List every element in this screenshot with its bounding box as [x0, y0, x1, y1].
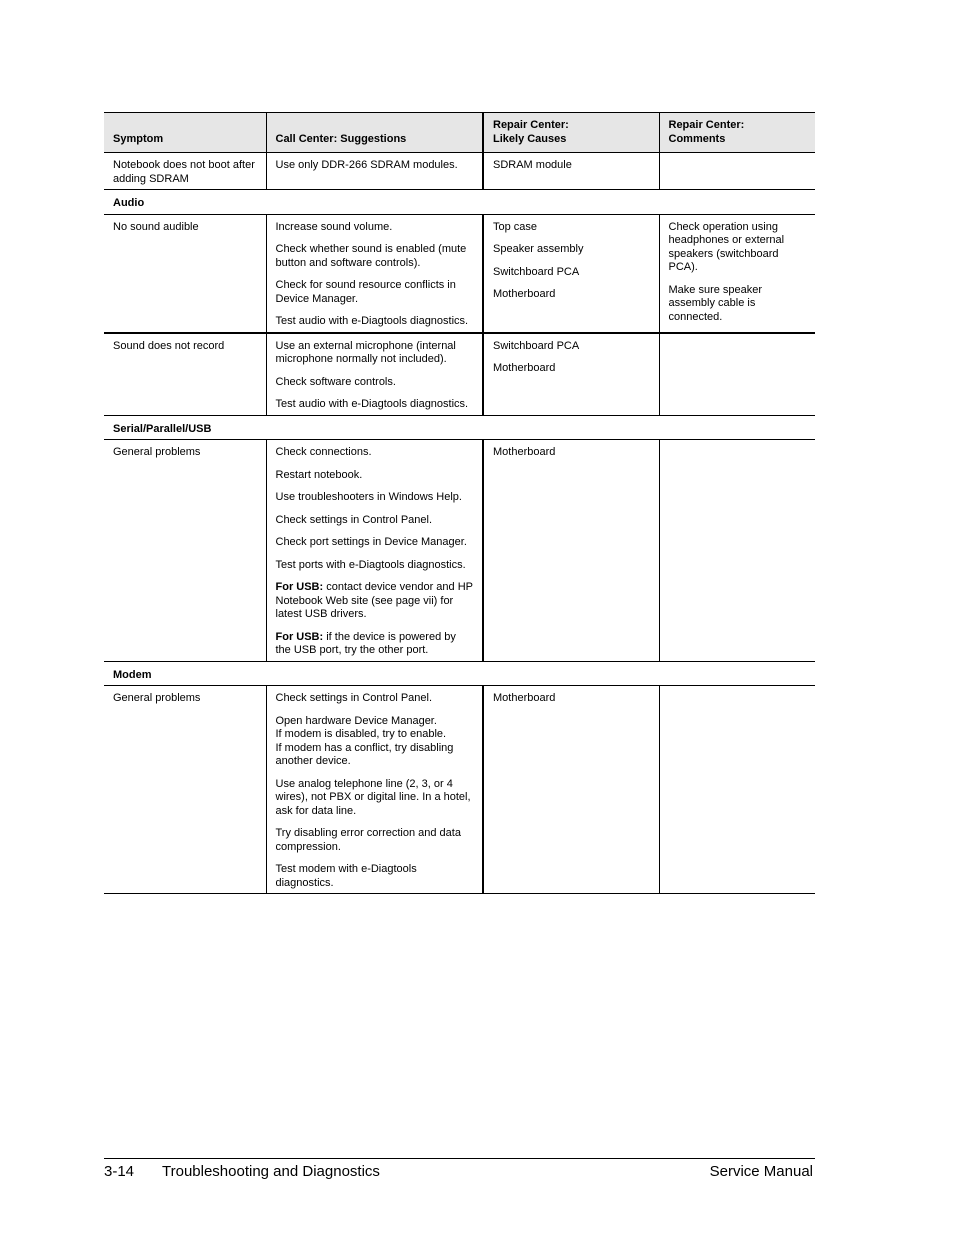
comment-item: Make sure speaker assembly cable is connected. [668, 283, 763, 323]
page-footer [104, 1158, 815, 1180]
suggestion-item: Test audio with e-Diagtools diagnostics. [275, 398, 469, 410]
suggestions-cell [266, 153, 483, 190]
comments-cell [659, 333, 815, 416]
table-row [104, 686, 815, 894]
section-row-modem [104, 661, 815, 686]
symptom-cell: General problems [104, 686, 266, 894]
causes-cell [483, 686, 659, 894]
header-comments: Repair Center: Comments [659, 113, 815, 153]
troubleshooting-table [104, 112, 815, 894]
suggestion-item: Restart notebook. [275, 468, 363, 481]
suggestion-item: Open hardware Device Manager. If modem is disabled, try to enable. If modem has a conflict, try disabling another device. [275, 714, 454, 767]
table-row [104, 333, 815, 416]
suggestion-item: Use only DDR-266 SDRAM modules. [275, 159, 458, 171]
usb-note-label: For USB: [275, 630, 324, 643]
suggestion-item: Check connections. [275, 446, 372, 458]
suggestion-item: Check for sound resource conflicts in Device Manager. [275, 279, 456, 305]
header-symptom: Symptom [104, 113, 266, 153]
usb-note-label: For USB: [275, 581, 324, 593]
suggestion-item: Use troubleshooters in Windows Help. [275, 491, 462, 503]
suggestion-item: Check whether sound is enabled (mute button and software controls). [275, 243, 467, 269]
symptom-cell: No sound audible [104, 214, 266, 333]
usb-note-text: if the device is powered by the USB port, try the other port. [275, 630, 456, 656]
usb-note-text: contact device vendor and HP Notebook Web site (see page vii) for latest USB drivers. [275, 581, 473, 620]
manual-title: Service Manual [709, 1163, 813, 1180]
comments-cell [659, 214, 815, 333]
section-heading: Serial/Parallel/USB [104, 415, 815, 440]
cause-item: Motherboard [493, 446, 556, 458]
suggestions-cell [266, 686, 483, 894]
table-row [104, 153, 815, 190]
comments-cell [659, 686, 815, 894]
usb-note [276, 631, 475, 658]
symptom-cell: Notebook does not boot after adding SDRAM [104, 153, 266, 190]
cause-item: Switchboard PCA [493, 339, 580, 352]
cause-item: Top case [493, 220, 538, 233]
section-heading: Modem [104, 661, 815, 686]
suggestion-item: Check settings in Control Panel. [275, 692, 433, 704]
section-heading: Audio [104, 190, 815, 215]
section-row-audio [104, 190, 815, 215]
chapter-title: Troubleshooting and Diagnostics [162, 1163, 380, 1180]
cause-item: Motherboard [493, 288, 556, 300]
cause-item: SDRAM module [493, 159, 572, 171]
causes-cell [483, 333, 659, 416]
comments-cell [659, 153, 815, 190]
table-header-row [104, 113, 815, 153]
cause-item: Switchboard PCA [493, 265, 580, 278]
causes-cell [483, 440, 659, 662]
suggestions-cell [266, 333, 483, 416]
table-row [104, 440, 815, 662]
suggestion-item: Check software controls. [275, 375, 396, 388]
cause-item: Motherboard [493, 692, 556, 704]
header-likely-causes: Repair Center: Likely Causes [483, 113, 659, 153]
suggestions-cell [266, 440, 483, 662]
cause-item: Speaker assembly [493, 243, 584, 255]
suggestion-item: Increase sound volume. [275, 220, 393, 233]
symptom-cell: Sound does not record [104, 333, 266, 416]
usb-note [276, 581, 475, 622]
suggestion-item: Use analog telephone line (2, 3, or 4 wires), not PBX or digital line. In a hotel, ask for data line. [275, 777, 471, 817]
section-row-serial [104, 415, 815, 440]
suggestion-item: Check port settings in Device Manager. [275, 536, 467, 548]
comments-cell [659, 440, 815, 662]
suggestion-item: Check settings in Control Panel. [275, 513, 433, 526]
cause-item: Motherboard [493, 362, 556, 374]
suggestion-item: Test ports with e-Diagtools diagnostics. [275, 558, 466, 571]
table-row [104, 214, 815, 333]
suggestion-item: Use an external microphone (internal microphone normally not included). [275, 339, 456, 365]
symptom-cell: General problems [104, 440, 266, 662]
page-number: 3-14 [104, 1163, 135, 1180]
suggestion-item: Try disabling error correction and data compression. [275, 827, 461, 853]
comment-item: Check operation using headphones or external speakers (switchboard PCA). [668, 220, 785, 273]
suggestion-item: Test modem with e-Diagtools diagnostics. [275, 863, 417, 889]
suggestions-cell [266, 214, 483, 333]
header-suggestions: Call Center: Suggestions [266, 113, 483, 153]
causes-cell [483, 214, 659, 333]
causes-cell [483, 153, 659, 190]
suggestion-item: Test audio with e-Diagtools diagnostics. [275, 315, 469, 327]
